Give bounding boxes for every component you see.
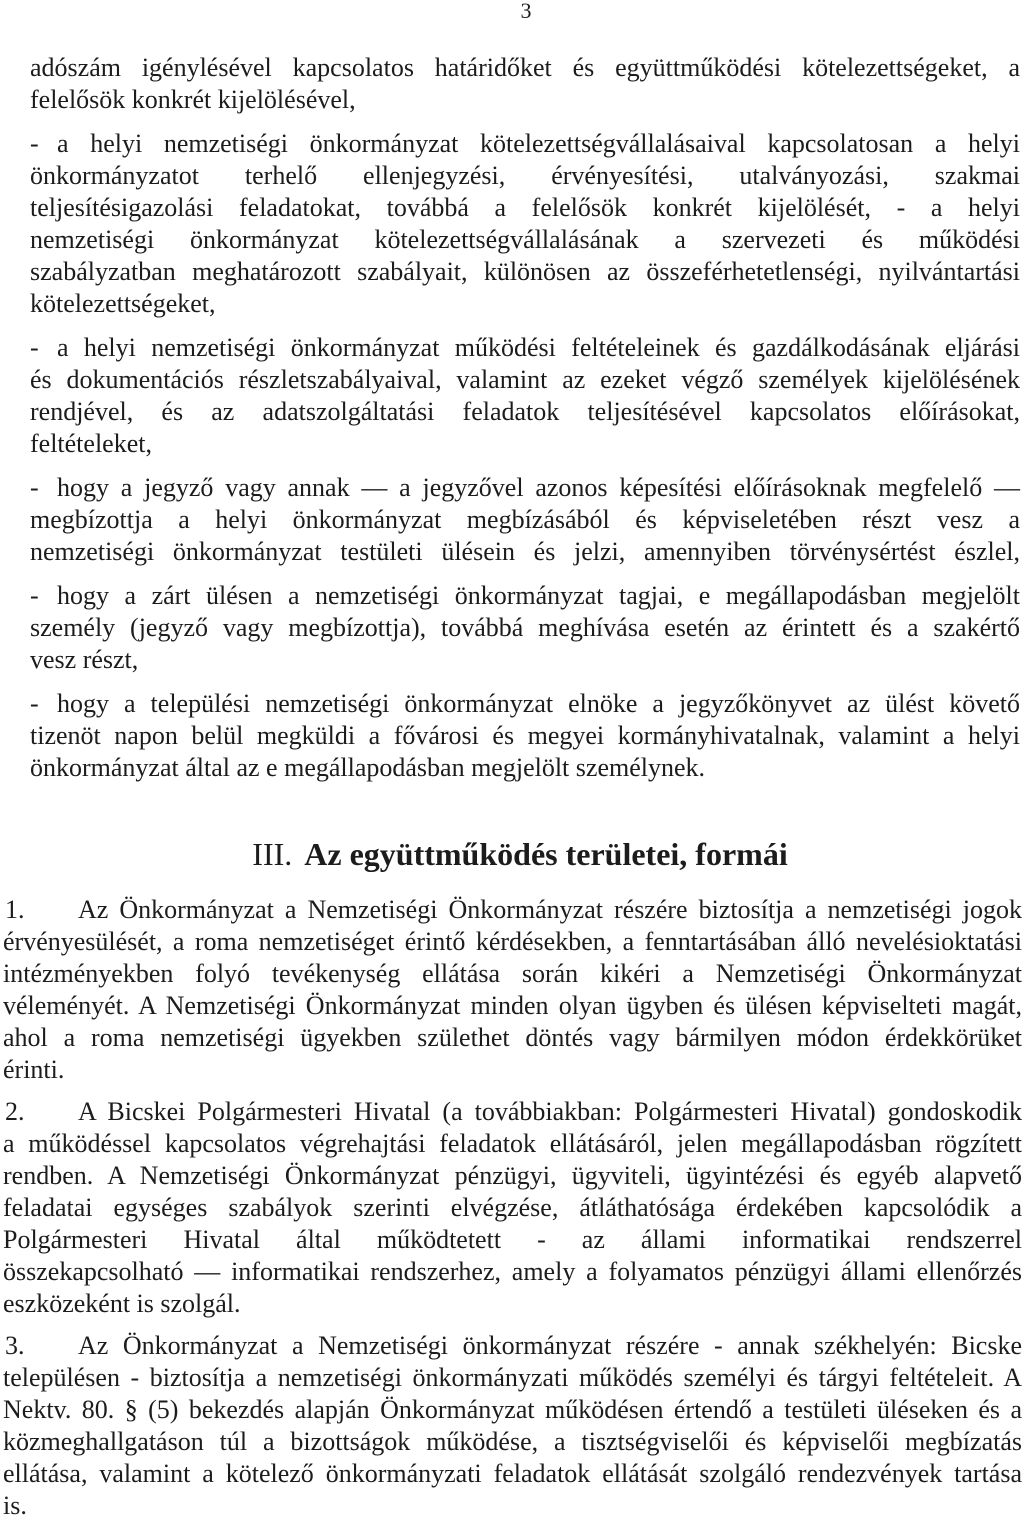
bullet-line-text: hogy a jegyző vagy annak — a jegyzővel azonos képesítési előírásoknak megfelelő — xyxy=(57,473,1020,502)
item-line: rendben. A Nemzetiségi Önkormányzat pénzügyi, ügyviteli, ügyintézési és egyéb alapvető xyxy=(3,1161,1022,1190)
bullet-line: kötelezettségeket, xyxy=(30,289,216,318)
bullet-marker: - xyxy=(30,581,39,610)
bullet-line-text: hogy a zárt ülésen a nemzetiségi önkormányzat tagjai, e megállapodásban megjelölt xyxy=(57,581,1020,610)
numbered-item xyxy=(3,894,1022,1086)
item-line: intézményekben folyó tevékenység ellátása során kikéri a Nemzetiségi Önkormányzat xyxy=(3,959,1022,988)
bullet-line: önkormányzatot terhelő ellenjegyzési, érvényesítési, utalványozási, szakmai xyxy=(30,161,1020,190)
numbered-list xyxy=(0,894,1024,1522)
bullet-marker: - xyxy=(30,129,39,158)
numbered-item xyxy=(3,1330,1022,1522)
intro-paragraph xyxy=(30,52,1020,116)
item-line: feladatai egységes szabályok szerinti elvégzése, átláthatósága érdekében kapcsolódik a xyxy=(3,1193,1022,1222)
item-line: Nektv. 80. § (5) bekezdés alapján Önkormányzat működésen értendő a testületi üléseken és a xyxy=(3,1395,1022,1424)
item-number: 1. xyxy=(5,895,25,924)
bullet-marker: - xyxy=(30,473,39,502)
bullet-item xyxy=(30,580,1020,676)
bullet-marker: - xyxy=(30,333,39,362)
item-number: 2. xyxy=(5,1097,25,1126)
bullet-marker: - xyxy=(30,689,39,718)
item-line: ellátása, valamint a kötelező önkormányzati feladatok ellátását szolgáló rendezvények tartása xyxy=(3,1459,1022,1488)
bullet-line: és dokumentációs részletszabályaival, valamint az ezeket végző személyek kijelölésének xyxy=(30,365,1020,394)
item-line: Polgármesteri Hivatal által működtetett - az állami informatikai rendszerrel xyxy=(3,1225,1022,1254)
bullet-line: nemzetiségi önkormányzat testületi ülésein és jelzi, amennyiben törvénysértést észlel, xyxy=(30,537,1020,566)
item-line: közmeghallgatáson túl a bizottságok működése, a tisztségviselői és képviselői megbízatás xyxy=(3,1427,1022,1456)
bullet-line: személy (jegyző vagy megbízottja), továbbá meghívása esetén az érintett és a szakértő xyxy=(30,613,1020,642)
item-line xyxy=(3,894,1022,926)
item-line: érinti. xyxy=(3,1055,65,1084)
bullet-line: feltételeket, xyxy=(30,429,152,458)
bullet-line xyxy=(30,332,1020,364)
bullet-line xyxy=(30,128,1020,160)
bullet-line-text: hogy a települési nemzetiségi önkormányzat elnöke a jegyzőkönyvet az ülést követő xyxy=(57,689,1020,718)
bullet-item xyxy=(30,332,1020,460)
bullet-item xyxy=(30,472,1020,568)
item-line: a működéssel kapcsolatos végrehajtási feladatok ellátásáról, jelen megállapodásban rögzített xyxy=(3,1129,1022,1158)
item-line: is. xyxy=(3,1491,27,1520)
bullet-line: rendjével, és az adatszolgáltatási feladatok teljesítésével kapcsolatos előírásokat, xyxy=(30,397,1020,426)
document-body xyxy=(0,52,1024,1522)
item-line: ahol a roma nemzetiségi ügyekben születhet döntés vagy bármilyen módon érdekkörüket xyxy=(3,1023,1022,1052)
item-line: érvényesülését, a roma nemzetiséget érintő kérdésekben, a fenntartásában álló nevelésioktatási xyxy=(3,927,1022,956)
item-line-text: Az Önkormányzat a Nemzetiségi Önkormányzat részére biztosítja a nemzetiségi jogok xyxy=(78,895,1022,924)
item-line-text: A Bicskei Polgármesteri Hivatal (a továbbiakban: Polgármesteri Hivatal) gondoskodik xyxy=(78,1097,1022,1126)
bullet-line xyxy=(30,472,1020,504)
bullet-line xyxy=(30,688,1020,720)
item-number: 3. xyxy=(5,1331,25,1360)
bullet-item xyxy=(30,128,1020,320)
item-line-text: Az Önkormányzat a Nemzetiségi önkormányzat részére - annak székhelyén: Bicske xyxy=(78,1331,1022,1360)
section-title: Az együttműködés területei, formái xyxy=(304,836,788,872)
item-line: véleményét. A Nemzetiségi Önkormányzat minden olyan ügyben és ülésen képviselteti magát, xyxy=(3,991,1022,1020)
bullet-line xyxy=(30,580,1020,612)
intro-line: felelősök konkrét kijelölésével, xyxy=(30,85,356,114)
bullet-line: teljesítésigazolási feladatokat, továbbá a felelősök konkrét kijelölését, - a helyi xyxy=(30,193,1020,222)
bullet-item xyxy=(30,688,1020,784)
page-number: 3 xyxy=(520,0,532,23)
intro-line: adószám igénylésével kapcsolatos határidőket és együttműködési kötelezettségeket, a xyxy=(30,53,1020,82)
obligations-list xyxy=(0,52,1024,784)
bullet-line-text: a helyi nemzetiségi önkormányzat kötelezettségvállalásaival kapcsolatosan a helyi xyxy=(57,129,1020,158)
bullet-line: vesz részt, xyxy=(30,645,139,674)
item-line xyxy=(3,1330,1022,1362)
item-line xyxy=(3,1096,1022,1128)
section-number: III. xyxy=(252,836,293,872)
bullet-line: megbízottja a helyi önkormányzat megbízásából és képviseletében részt vesz a xyxy=(30,505,1020,534)
bullet-line: tizenöt napon belül megküldi a fővárosi és megyei kormányhivatalnak, valamint a helyi xyxy=(30,721,1020,750)
item-line: településen - biztosítja a nemzetiségi önkormányzati működés személyi és tárgyi feltételeit. A xyxy=(3,1363,1022,1392)
bullet-line-text: a helyi nemzetiségi önkormányzat működési feltételeinek és gazdálkodásának eljárási xyxy=(57,333,1020,362)
bullet-line: önkormányzat által az e megállapodásban megjelölt személynek. xyxy=(30,753,706,782)
bullet-line: nemzetiségi önkormányzat kötelezettségvállalásának a szervezeti és működési xyxy=(30,225,1020,254)
bullet-line: szabályzatban meghatározott szabályait, különösen az összeférhetetlenségi, nyilvántartási xyxy=(30,257,1020,286)
numbered-item xyxy=(3,1096,1022,1320)
item-line: összekapcsolható — informatikai rendszerhez, amely a folyamatos pénzügyi állami ellenőrzés xyxy=(3,1257,1022,1286)
section-heading xyxy=(0,834,1024,874)
item-line: eszközeként is szolgál. xyxy=(3,1289,241,1318)
